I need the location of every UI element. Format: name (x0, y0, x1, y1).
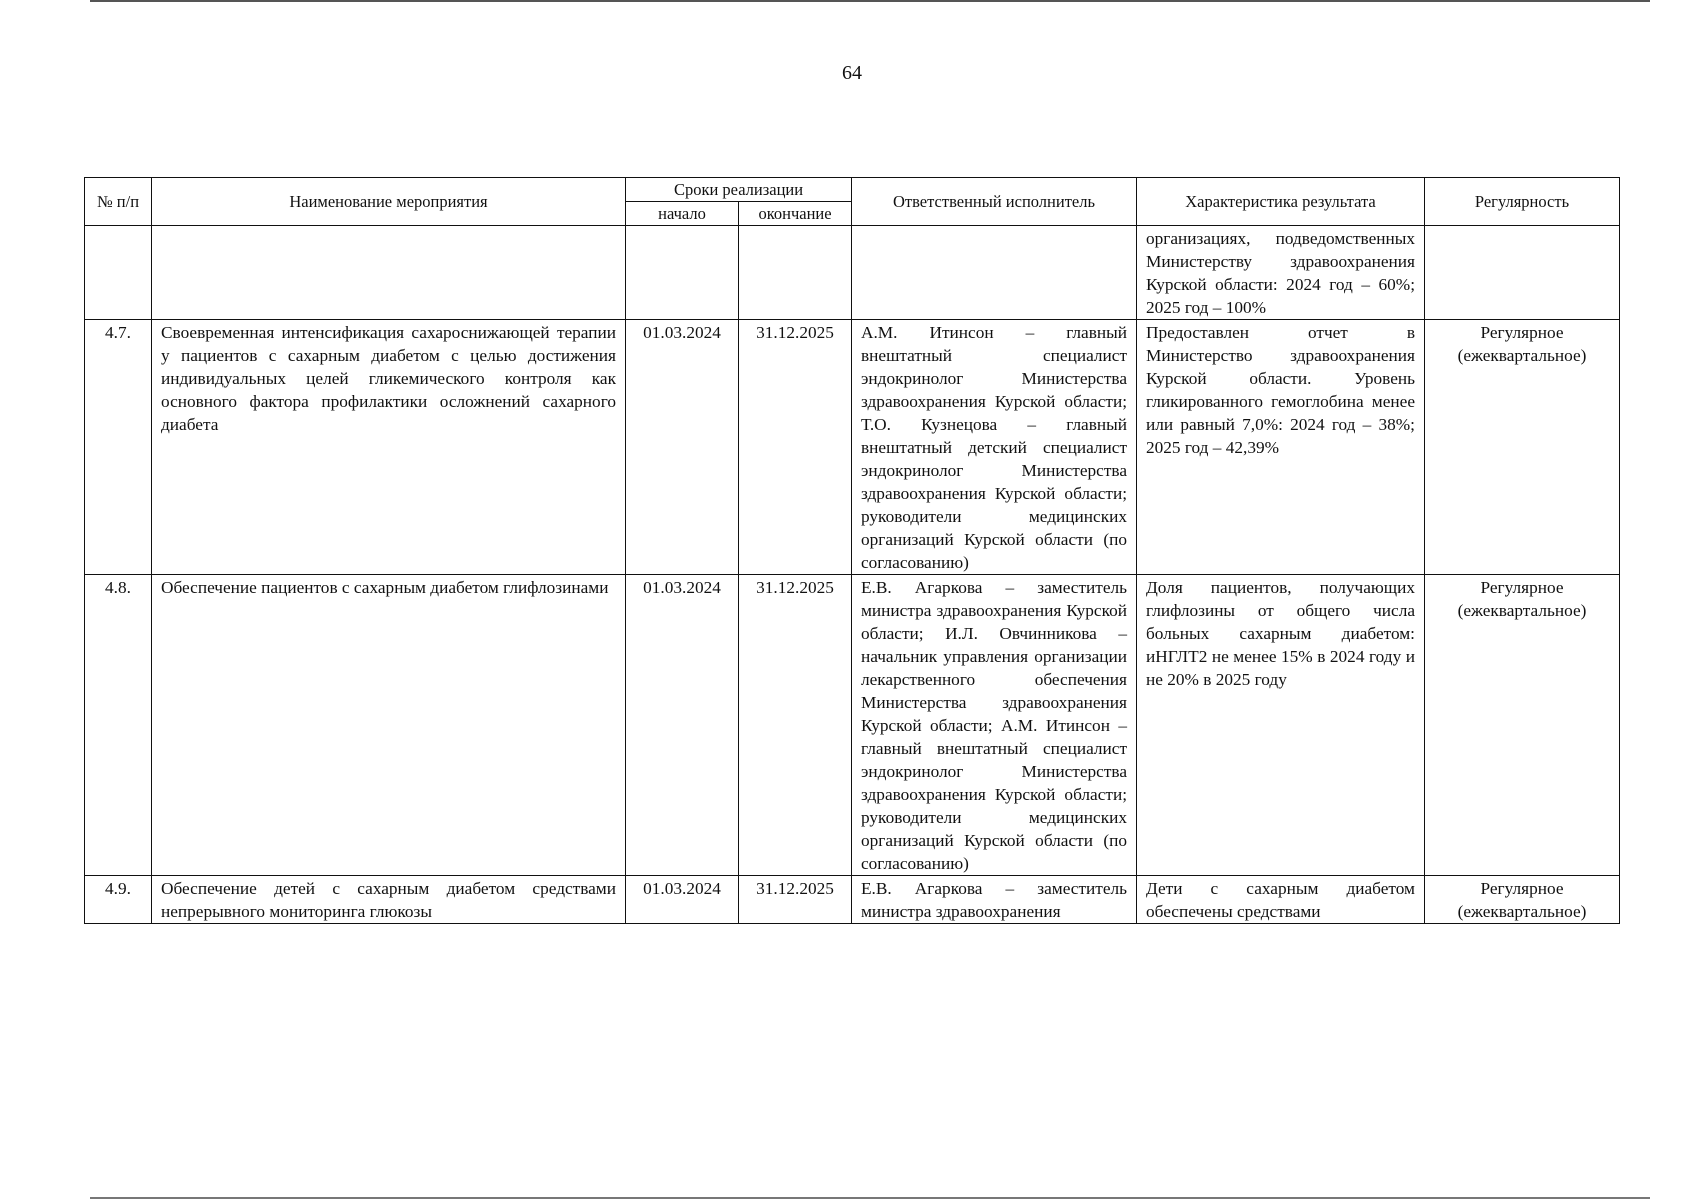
row-start: 01.03.2024 (626, 320, 739, 575)
row-num: 4.9. (85, 876, 152, 924)
row-name: Обеспечение детей с сахарным диабетом средствами непрерывного мониторинга глюкозы (152, 876, 626, 924)
row-end: 31.12.2025 (739, 320, 852, 575)
row-responsible: Е.В. Агаркова – заместитель министра здравоохранения Курской области; И.Л. Овчинникова – начальник управления организации лекарственного обеспечения Министерства здравоохранения Курской области; А.М. Итинсон – главный внештатный специалист эндокринолог Министерства здравоохранения Курской области; руководители медицинских организаций Курской области (по согласованию) (852, 575, 1137, 876)
row-responsible: Е.В. Агаркова – заместитель министра здравоохранения (852, 876, 1137, 924)
continuation-result: организациях, подведомственных Министерству здравоохранения Курской области: 2024 год – 60%; 2025 год – 100% (1137, 226, 1425, 320)
scan-top-rule (90, 0, 1650, 2)
page-number: 64 (842, 62, 862, 84)
row-start: 01.03.2024 (626, 575, 739, 876)
row-regularity: Регулярное (ежеквартальное) (1425, 320, 1620, 575)
row-num: 4.8. (85, 575, 152, 876)
header-regularity: Регулярность (1425, 178, 1620, 226)
row-responsible: А.М. Итинсон – главный внештатный специалист эндокринолог Министерства здравоохранения Курской области; Т.О. Кузнецова – главный внештатный детский специалист эндокринолог Министерства здравоохранения Курской области; руководители медицинских организаций Курской области (по согласованию) (852, 320, 1137, 575)
header-name: Наименование мероприятия (152, 178, 626, 226)
continuation-row (85, 226, 1620, 320)
table-row (85, 876, 1620, 924)
row-end: 31.12.2025 (739, 575, 852, 876)
row-end: 31.12.2025 (739, 876, 852, 924)
header-responsible: Ответственный исполнитель (852, 178, 1137, 226)
continuation-num (85, 226, 152, 320)
row-num: 4.7. (85, 320, 152, 575)
row-result: Доля пациентов, получающих глифлозины от общего числа больных сахарным диабетом: иНГЛТ2 не менее 15% в 2024 году и не 20% в 2025 году (1137, 575, 1425, 876)
row-result: Дети с сахарным диабетом обеспечены средствами (1137, 876, 1425, 924)
scan-bottom-rule (90, 1197, 1650, 1199)
header-start: начало (626, 202, 739, 226)
row-name: Обеспечение пациентов с сахарным диабетом глифлозинами (152, 575, 626, 876)
header-period: Сроки реализации (626, 178, 852, 202)
row-result: Предоставлен отчет в Министерство здравоохранения Курской области. Уровень гликированного гемоглобина менее или равный 7,0%: 2024 год – 38%; 2025 год – 42,39% (1137, 320, 1425, 575)
row-regularity: Регулярное (ежеквартальное) (1425, 575, 1620, 876)
continuation-end (739, 226, 852, 320)
continuation-responsible (852, 226, 1137, 320)
header-row (85, 178, 1620, 202)
header-result: Характеристика результата (1137, 178, 1425, 226)
table-row (85, 320, 1620, 575)
row-name: Своевременная интенсификация сахароснижающей терапии у пациентов с сахарным диабетом с целью достижения индивидуальных целей гликемического контроля как основного фактора профилактики осложнений сахарного диабета (152, 320, 626, 575)
continuation-regularity (1425, 226, 1620, 320)
activities-table (84, 177, 1620, 924)
continuation-name (152, 226, 626, 320)
header-end: окончание (739, 202, 852, 226)
row-start: 01.03.2024 (626, 876, 739, 924)
row-regularity: Регулярное (ежеквартальное) (1425, 876, 1620, 924)
table-row (85, 575, 1620, 876)
header-num: № п/п (85, 178, 152, 226)
continuation-start (626, 226, 739, 320)
